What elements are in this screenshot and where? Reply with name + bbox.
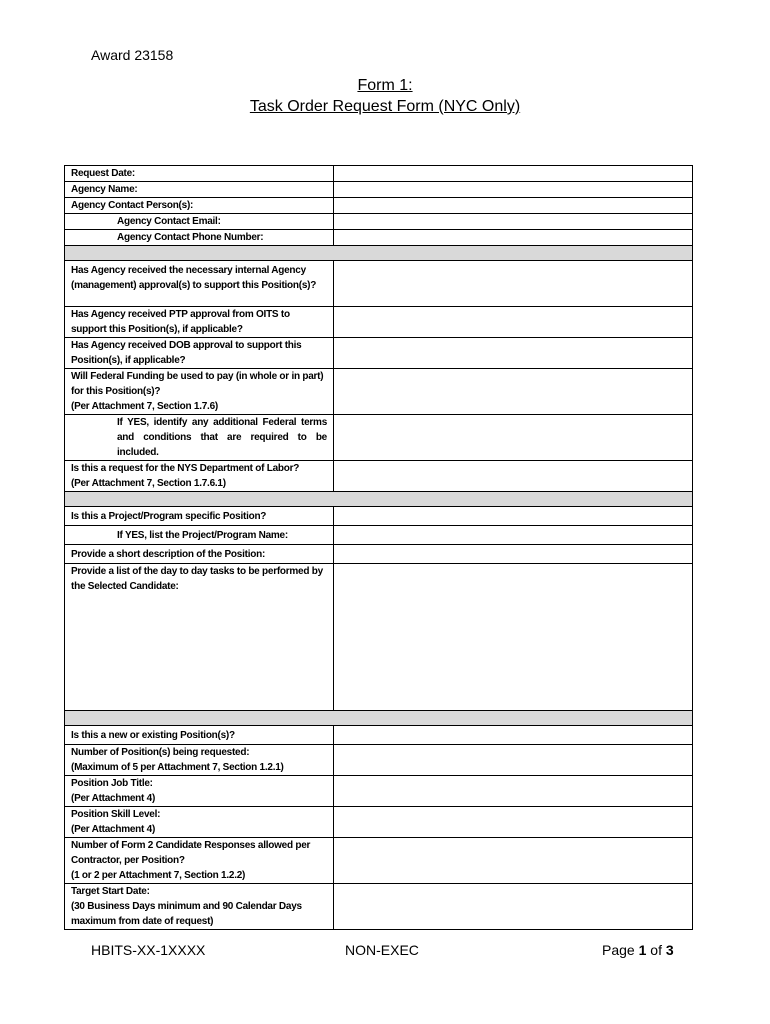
num-positions-label — [65, 745, 334, 776]
skill-level-ref: (Per Attachment 4) — [71, 824, 156, 835]
num-positions-ref: (Maximum of 5 per Attachment 7, Section 1.2.1) — [71, 762, 284, 773]
dob-approval-label: Has Agency received DOB approval to support this Position(s), if applicable? — [65, 338, 334, 369]
ptp-approval-field[interactable] — [334, 307, 693, 338]
skill-level-text: Position Skill Level: — [71, 809, 161, 820]
agency-name-label: Agency Name: — [65, 182, 334, 198]
request-date-field[interactable] — [334, 166, 693, 182]
daily-tasks-field[interactable] — [334, 564, 693, 711]
agency-email-field[interactable] — [334, 214, 693, 230]
federal-funding-text: Will Federal Funding be used to pay (in whole or in part) for this Position(s)? — [71, 371, 324, 397]
section-divider — [65, 492, 693, 507]
nys-dol-text: Is this a request for the NYS Department of Labor? — [71, 463, 300, 474]
project-specific-field[interactable] — [334, 507, 693, 526]
nys-dol-ref: (Per Attachment 7, Section 1.7.6.1) — [71, 478, 226, 489]
federal-terms-field[interactable] — [334, 415, 693, 461]
job-title-label — [65, 776, 334, 807]
federal-funding-ref: (Per Attachment 7, Section 1.7.6) — [71, 401, 218, 412]
job-title-text: Position Job Title: — [71, 778, 153, 789]
form2-responses-ref: (1 or 2 per Attachment 7, Section 1.2.2) — [71, 870, 246, 881]
internal-approval-field[interactable] — [334, 261, 693, 307]
new-existing-field[interactable] — [334, 726, 693, 745]
agency-name-field[interactable] — [334, 182, 693, 198]
short-description-label: Provide a short description of the Position: — [65, 545, 334, 564]
form2-responses-field[interactable] — [334, 838, 693, 884]
num-positions-text: Number of Position(s) being requested: — [71, 747, 250, 758]
nys-dol-label — [65, 461, 334, 492]
num-positions-field[interactable] — [334, 745, 693, 776]
dob-approval-field[interactable] — [334, 338, 693, 369]
new-existing-label: Is this a new or existing Position(s)? — [65, 726, 334, 745]
short-description-field[interactable] — [334, 545, 693, 564]
page-total: 3 — [665, 942, 674, 958]
award-number: Award 23158 — [91, 47, 174, 63]
agency-phone-field[interactable] — [334, 230, 693, 246]
internal-approval-label — [65, 261, 334, 307]
form-subtitle: Task Order Request Form (NYC Only) — [249, 98, 521, 115]
page-prefix: Page — [602, 942, 639, 958]
federal-funding-field[interactable] — [334, 369, 693, 415]
footer-page-number — [602, 942, 674, 958]
daily-tasks-label: Provide a list of the day to day tasks to be performed by the Selected Candidate: — [65, 564, 334, 711]
request-date-label: Request Date: — [65, 166, 334, 182]
start-date-ref: (30 Business Days minimum and 90 Calendar Days maximum from date of request) — [71, 901, 302, 927]
project-name-label: If YES, list the Project/Program Name: — [65, 526, 334, 545]
start-date-text: Target Start Date: — [71, 886, 150, 897]
internal-approval-text: Has Agency received the necessary internal Agency (management) approval(s) to support this Position(s)? — [71, 265, 317, 291]
agency-contact-field[interactable] — [334, 198, 693, 214]
start-date-label — [65, 884, 334, 930]
project-name-field[interactable] — [334, 526, 693, 545]
skill-level-label — [65, 807, 334, 838]
job-title-ref: (Per Attachment 4) — [71, 793, 156, 804]
nys-dol-field[interactable] — [334, 461, 693, 492]
form-title: Form 1: — [357, 77, 413, 94]
federal-terms-label: If YES, identify any additional Federal terms and conditions that are required to be included. — [65, 415, 334, 461]
section-divider — [65, 711, 693, 726]
footer-document-id: HBITS-XX-1XXXX — [91, 942, 206, 958]
task-order-request-table — [64, 165, 693, 930]
form2-responses-text: Number of Form 2 Candidate Responses allowed per Contractor, per Position? — [71, 840, 311, 866]
skill-level-field[interactable] — [334, 807, 693, 838]
start-date-field[interactable] — [334, 884, 693, 930]
form2-responses-label — [65, 838, 334, 884]
ptp-approval-label: Has Agency received PTP approval from OITS to support this Position(s), if applicable? — [65, 307, 334, 338]
agency-phone-label: Agency Contact Phone Number: — [65, 230, 334, 246]
agency-contact-label: Agency Contact Person(s): — [65, 198, 334, 214]
page-of: of — [646, 942, 666, 958]
page-current: 1 — [638, 942, 647, 958]
section-divider — [65, 246, 693, 261]
footer-classification: NON-EXEC — [345, 942, 419, 958]
project-specific-label: Is this a Project/Program specific Position? — [65, 507, 334, 526]
agency-email-label: Agency Contact Email: — [65, 214, 334, 230]
federal-funding-label — [65, 369, 334, 415]
job-title-field[interactable] — [334, 776, 693, 807]
